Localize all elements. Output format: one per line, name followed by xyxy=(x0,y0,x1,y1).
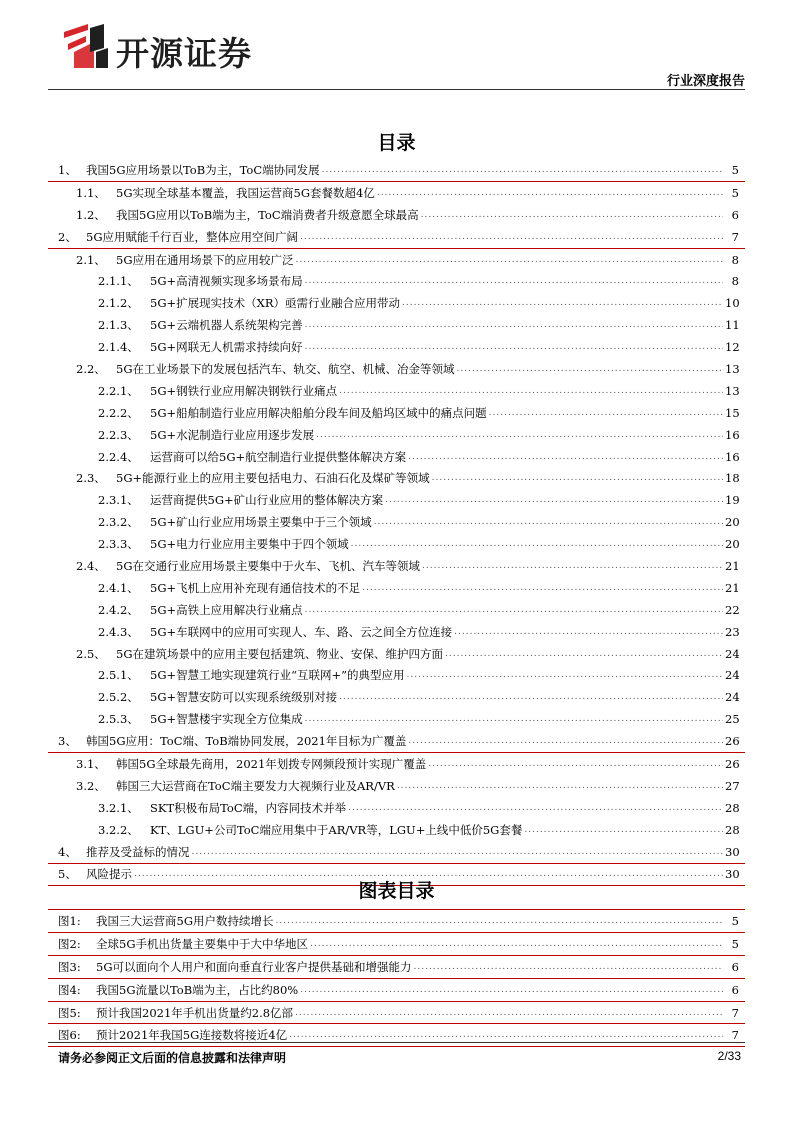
entry-number: 2.2.1、 xyxy=(98,383,139,398)
toc-entry[interactable] xyxy=(48,336,745,358)
dot-leader xyxy=(457,364,724,374)
entry-number: 5、 xyxy=(58,867,77,882)
dot-leader xyxy=(428,759,723,769)
figure-list xyxy=(48,909,745,1047)
entry-title: 韩国三大运营商在ToC端主要发力大视频行业及AR/VR xyxy=(116,778,395,793)
dot-leader xyxy=(414,962,724,972)
entry-page-number: 26 xyxy=(725,756,740,771)
entry-page-number: 10 xyxy=(725,296,740,311)
entry-page-number: 13 xyxy=(725,383,740,398)
disclaimer-text: 请务必参阅正文后面的信息披露和法律声明 xyxy=(58,1051,287,1065)
dot-leader xyxy=(408,452,723,462)
entry-title: SKT积极布局ToC端，内容同技术并举 xyxy=(150,800,347,815)
entry-number: 图1: xyxy=(58,913,81,928)
toc-entry[interactable] xyxy=(48,489,745,511)
entry-number: 2.4、 xyxy=(76,558,106,573)
entry-number: 2.1.1、 xyxy=(98,274,139,289)
entry-title: 5G+车联网中的应用可实现人、车、路、云之间全方位连接 xyxy=(150,624,453,639)
entry-title: 5G+水泥制造行业应用逐步发展 xyxy=(150,427,315,442)
toc-entry[interactable] xyxy=(48,358,745,380)
dot-leader xyxy=(402,298,723,308)
entry-number: 2.2、 xyxy=(76,361,106,376)
entry-title: 预计2021年我国5G连接数将接近4亿 xyxy=(96,1028,288,1043)
entry-number: 1、 xyxy=(58,162,77,177)
entry-number: 2.3.1、 xyxy=(98,493,139,508)
toc-title: 目录 xyxy=(377,132,416,154)
entry-number: 2.2.2、 xyxy=(98,405,139,420)
entry-page-number: 20 xyxy=(725,537,740,552)
entry-page-number: 15 xyxy=(725,405,740,420)
logo-text: 开源证券 xyxy=(116,34,252,73)
entry-title: 运营商提供5G+矿山行业应用的整体解决方案 xyxy=(150,493,384,508)
dot-leader xyxy=(422,561,723,571)
company-logo xyxy=(60,18,350,74)
entry-page-number: 6 xyxy=(731,959,739,974)
entry-number: 图4: xyxy=(58,982,81,997)
report-type-label: 行业深度报告 xyxy=(666,74,745,89)
entry-number: 图3: xyxy=(58,959,81,974)
toc-entry[interactable] xyxy=(48,730,745,753)
entry-page-number: 30 xyxy=(725,844,740,859)
entry-title: 5G+飞机上应用补充现有通信技术的不足 xyxy=(150,580,361,595)
dot-leader xyxy=(305,714,723,724)
entry-title: 风险提示 xyxy=(86,867,132,882)
entry-page-number: 28 xyxy=(725,822,740,837)
header-divider xyxy=(48,89,745,90)
toc-entry[interactable] xyxy=(48,226,745,249)
dot-leader xyxy=(362,583,723,593)
entry-page-number: 30 xyxy=(725,867,740,882)
entry-page-number: 21 xyxy=(725,580,740,595)
entry-number: 2.5、 xyxy=(76,646,106,661)
entry-number: 1.1、 xyxy=(76,185,106,200)
entry-title: 我国5G应用以ToB端为主，ToC端消费者升级意愿全球最高 xyxy=(116,207,419,222)
entry-page-number: 24 xyxy=(725,690,740,705)
page-footer xyxy=(48,1042,745,1065)
dot-leader xyxy=(408,736,723,746)
figure-list-title: 图表目录 xyxy=(358,880,435,902)
dot-leader xyxy=(310,939,723,949)
toc-entry[interactable] xyxy=(48,467,745,489)
entry-number: 4、 xyxy=(58,844,77,859)
dot-leader xyxy=(454,627,723,637)
entry-page-number: 19 xyxy=(725,493,740,508)
entry-number: 2.4.1、 xyxy=(98,580,139,595)
entry-page-number: 13 xyxy=(725,361,740,376)
dot-leader xyxy=(296,255,723,265)
entry-page-number: 7 xyxy=(731,1005,739,1020)
dot-leader xyxy=(305,342,723,352)
toc-entry[interactable] xyxy=(48,402,745,424)
figure-entry[interactable] xyxy=(48,979,745,1002)
entry-page-number: 18 xyxy=(725,471,740,486)
dot-leader xyxy=(289,1030,723,1040)
table-of-contents xyxy=(48,159,745,886)
entry-title: 运营商可以给5G+航空制造行业提供整体解决方案 xyxy=(150,449,407,464)
toc-entry[interactable] xyxy=(48,555,745,577)
dot-leader xyxy=(316,430,723,440)
dot-leader xyxy=(322,165,723,175)
entry-number: 2.2.3、 xyxy=(98,427,139,442)
entry-title: 5G可以面向个人用户和面向垂直行业客户提供基础和增强能力 xyxy=(96,959,412,974)
entry-number: 2.4.2、 xyxy=(98,602,139,617)
figure-entry[interactable] xyxy=(48,933,745,956)
dot-leader xyxy=(421,210,723,220)
entry-number: 2.4.3、 xyxy=(98,624,139,639)
entry-page-number: 6 xyxy=(731,207,739,222)
dot-leader xyxy=(524,825,723,835)
entry-title: 5G+钢铁行业应用解决钢铁行业痛点 xyxy=(150,383,338,398)
entry-page-number: 24 xyxy=(725,668,740,683)
dot-leader xyxy=(432,473,723,483)
entry-page-number: 5 xyxy=(731,913,739,928)
entry-title: 5G在工业场景下的发展包括汽车、轨交、航空、机械、冶金等领域 xyxy=(116,361,455,376)
figure-entry[interactable] xyxy=(48,956,745,979)
dot-leader xyxy=(305,605,723,615)
toc-entry[interactable] xyxy=(48,533,745,555)
entry-page-number: 25 xyxy=(725,712,740,727)
entry-title: 5G+云端机器人系统架构完善 xyxy=(150,318,303,333)
entry-number: 2.3.2、 xyxy=(98,515,139,530)
toc-entry[interactable] xyxy=(48,599,745,621)
toc-entry[interactable] xyxy=(48,577,745,599)
dot-leader xyxy=(407,670,723,680)
entry-title: 韩国5G应用：ToC端、ToB端协同发展，2021年目标为广覆盖 xyxy=(86,734,407,749)
entry-page-number: 16 xyxy=(725,449,740,464)
toc-entry[interactable] xyxy=(48,270,745,292)
toc-entry[interactable] xyxy=(48,380,745,402)
entry-number: 3.2.2、 xyxy=(98,822,139,837)
entry-title: 5G在建筑场景中的应用主要包括建筑、物业、安保、维护四方面 xyxy=(116,646,443,661)
entry-number: 图6: xyxy=(58,1028,81,1043)
entry-number: 图2: xyxy=(58,936,81,951)
toc-entry[interactable] xyxy=(48,159,745,182)
entry-page-number: 5 xyxy=(731,162,739,177)
dot-leader xyxy=(276,916,723,926)
page-indicator: 2/33 xyxy=(717,1049,741,1063)
toc-entry[interactable] xyxy=(48,511,745,533)
toc-entry[interactable] xyxy=(48,204,745,226)
entry-number: 3、 xyxy=(58,734,77,749)
entry-page-number: 24 xyxy=(725,646,740,661)
entry-title: 5G+智慧工地实现建筑行业“互联网+”的典型应用 xyxy=(150,668,405,683)
dot-leader xyxy=(445,649,723,659)
entry-page-number: 8 xyxy=(731,274,739,289)
dot-leader xyxy=(300,232,723,242)
entry-title: 5G+高清视频实现多场景布局 xyxy=(150,274,303,289)
toc-entry[interactable] xyxy=(48,182,745,204)
entry-number: 2.5.1、 xyxy=(98,668,139,683)
toc-entry[interactable] xyxy=(48,686,745,708)
entry-page-number: 22 xyxy=(725,602,740,617)
toc-entry[interactable] xyxy=(48,424,745,446)
entry-number: 2.1.2、 xyxy=(98,296,139,311)
toc-entry[interactable] xyxy=(48,314,745,336)
entry-title: 推荐及受益标的情况 xyxy=(86,844,190,859)
entry-title: 5G+高铁上应用解决行业痛点 xyxy=(150,602,303,617)
entry-page-number: 5 xyxy=(731,185,739,200)
toc-entry[interactable] xyxy=(48,664,745,686)
entry-page-number: 11 xyxy=(725,318,740,333)
toc-entry[interactable] xyxy=(48,643,745,665)
toc-entry[interactable] xyxy=(48,292,745,314)
entry-number: 3.1、 xyxy=(76,756,106,771)
entry-title: 我国三大运营商5G用户数持续增长 xyxy=(96,913,274,928)
dot-leader xyxy=(351,539,723,549)
entry-title: 韩国5G全球最先商用，2021年划拨专网频段预计实现广覆盖 xyxy=(116,756,427,771)
entry-page-number: 28 xyxy=(725,800,740,815)
entry-title: 5G+智慧楼宇实现全方位集成 xyxy=(150,712,303,727)
logo-mark-icon xyxy=(60,22,112,74)
entry-number: 2.5.2、 xyxy=(98,690,139,705)
entry-number: 2.1、 xyxy=(76,252,106,267)
entry-title: 全球5G手机出货量主要集中于大中华地区 xyxy=(96,936,309,951)
toc-entry[interactable] xyxy=(48,753,745,775)
dot-leader xyxy=(339,692,723,702)
entry-page-number: 7 xyxy=(731,229,739,244)
entry-number: 3.2、 xyxy=(76,778,106,793)
dot-leader xyxy=(489,408,723,418)
entry-page-number: 12 xyxy=(725,340,740,355)
entry-title: 5G实现全球基本覆盖，我国运营商5G套餐数超4亿 xyxy=(116,185,375,200)
dot-leader xyxy=(192,847,724,857)
entry-number: 2.2.4、 xyxy=(98,449,139,464)
entry-title: 5G+电力行业应用主要集中于四个领域 xyxy=(150,537,349,552)
dot-leader xyxy=(374,517,723,527)
dot-leader xyxy=(348,803,723,813)
dot-leader xyxy=(295,1008,723,1018)
entry-title: 预计我国2021年手机出货量约2.8亿部 xyxy=(96,1005,294,1020)
toc-entry[interactable] xyxy=(48,775,745,797)
figure-entry[interactable] xyxy=(48,910,745,933)
entry-number: 2.3、 xyxy=(76,471,106,486)
toc-entry[interactable] xyxy=(48,249,745,271)
entry-number: 2.5.3、 xyxy=(98,712,139,727)
dot-leader xyxy=(385,495,723,505)
entry-number: 2.1.4、 xyxy=(98,340,139,355)
dot-leader xyxy=(397,781,723,791)
entry-title: 5G应用在通用场景下的应用较广泛 xyxy=(116,252,294,267)
entry-page-number: 23 xyxy=(725,624,740,639)
entry-page-number: 20 xyxy=(725,515,740,530)
entry-page-number: 16 xyxy=(725,427,740,442)
entry-page-number: 7 xyxy=(731,1028,739,1043)
entry-page-number: 5 xyxy=(731,936,739,951)
entry-number: 3.2.1、 xyxy=(98,800,139,815)
entry-title: KT、LGU+公司ToC端应用集中于AR/VR等，LGU+上线中低价5G套餐 xyxy=(150,822,523,837)
dot-leader xyxy=(300,985,723,995)
entry-title: 5G+能源行业上的应用主要包括电力、石油石化及煤矿等领域 xyxy=(116,471,430,486)
toc-entry[interactable] xyxy=(48,819,745,841)
entry-number: 2、 xyxy=(58,229,77,244)
toc-entry[interactable] xyxy=(48,708,745,730)
entry-title: 5G+矿山行业应用场景主要集中于三个领域 xyxy=(150,515,372,530)
entry-number: 1.2、 xyxy=(76,207,106,222)
entry-page-number: 8 xyxy=(731,252,739,267)
toc-entry[interactable] xyxy=(48,446,745,468)
entry-page-number: 21 xyxy=(725,558,740,573)
entry-title: 5G在交通行业应用场景主要集中于火车、飞机、汽车等领域 xyxy=(116,558,421,573)
page-header xyxy=(48,18,745,90)
figure-entry[interactable] xyxy=(48,1024,745,1047)
figure-entry[interactable] xyxy=(48,1002,745,1025)
entry-title: 5G+扩展现实技术（XR）亟需行业融合应用带动 xyxy=(150,296,400,311)
entry-page-number: 27 xyxy=(725,778,740,793)
entry-title: 5G+网联无人机需求持续向好 xyxy=(150,340,303,355)
entry-page-number: 26 xyxy=(725,734,740,749)
dot-leader xyxy=(305,276,723,286)
entry-number: 2.3.3、 xyxy=(98,537,139,552)
toc-entry[interactable] xyxy=(48,797,745,819)
entry-title: 5G应用赋能千行百业，整体应用空间广阔 xyxy=(86,229,299,244)
toc-entry[interactable] xyxy=(48,841,745,864)
entry-page-number: 6 xyxy=(731,982,739,997)
entry-title: 5G+船舶制造行业应用解决船舶分段车间及船坞区域中的痛点问题 xyxy=(150,405,487,420)
dot-leader xyxy=(377,188,723,198)
entry-title: 我国5G应用场景以ToB为主，ToC端协同发展 xyxy=(86,162,320,177)
dot-leader xyxy=(305,320,723,330)
entry-title: 5G+智慧安防可以实现系统级别对接 xyxy=(150,690,338,705)
dot-leader xyxy=(339,386,723,396)
entry-number: 2.1.3、 xyxy=(98,318,139,333)
toc-entry[interactable] xyxy=(48,621,745,643)
entry-number: 图5: xyxy=(58,1005,81,1020)
entry-title: 我国5G流量以ToB端为主，占比约80% xyxy=(96,982,299,997)
